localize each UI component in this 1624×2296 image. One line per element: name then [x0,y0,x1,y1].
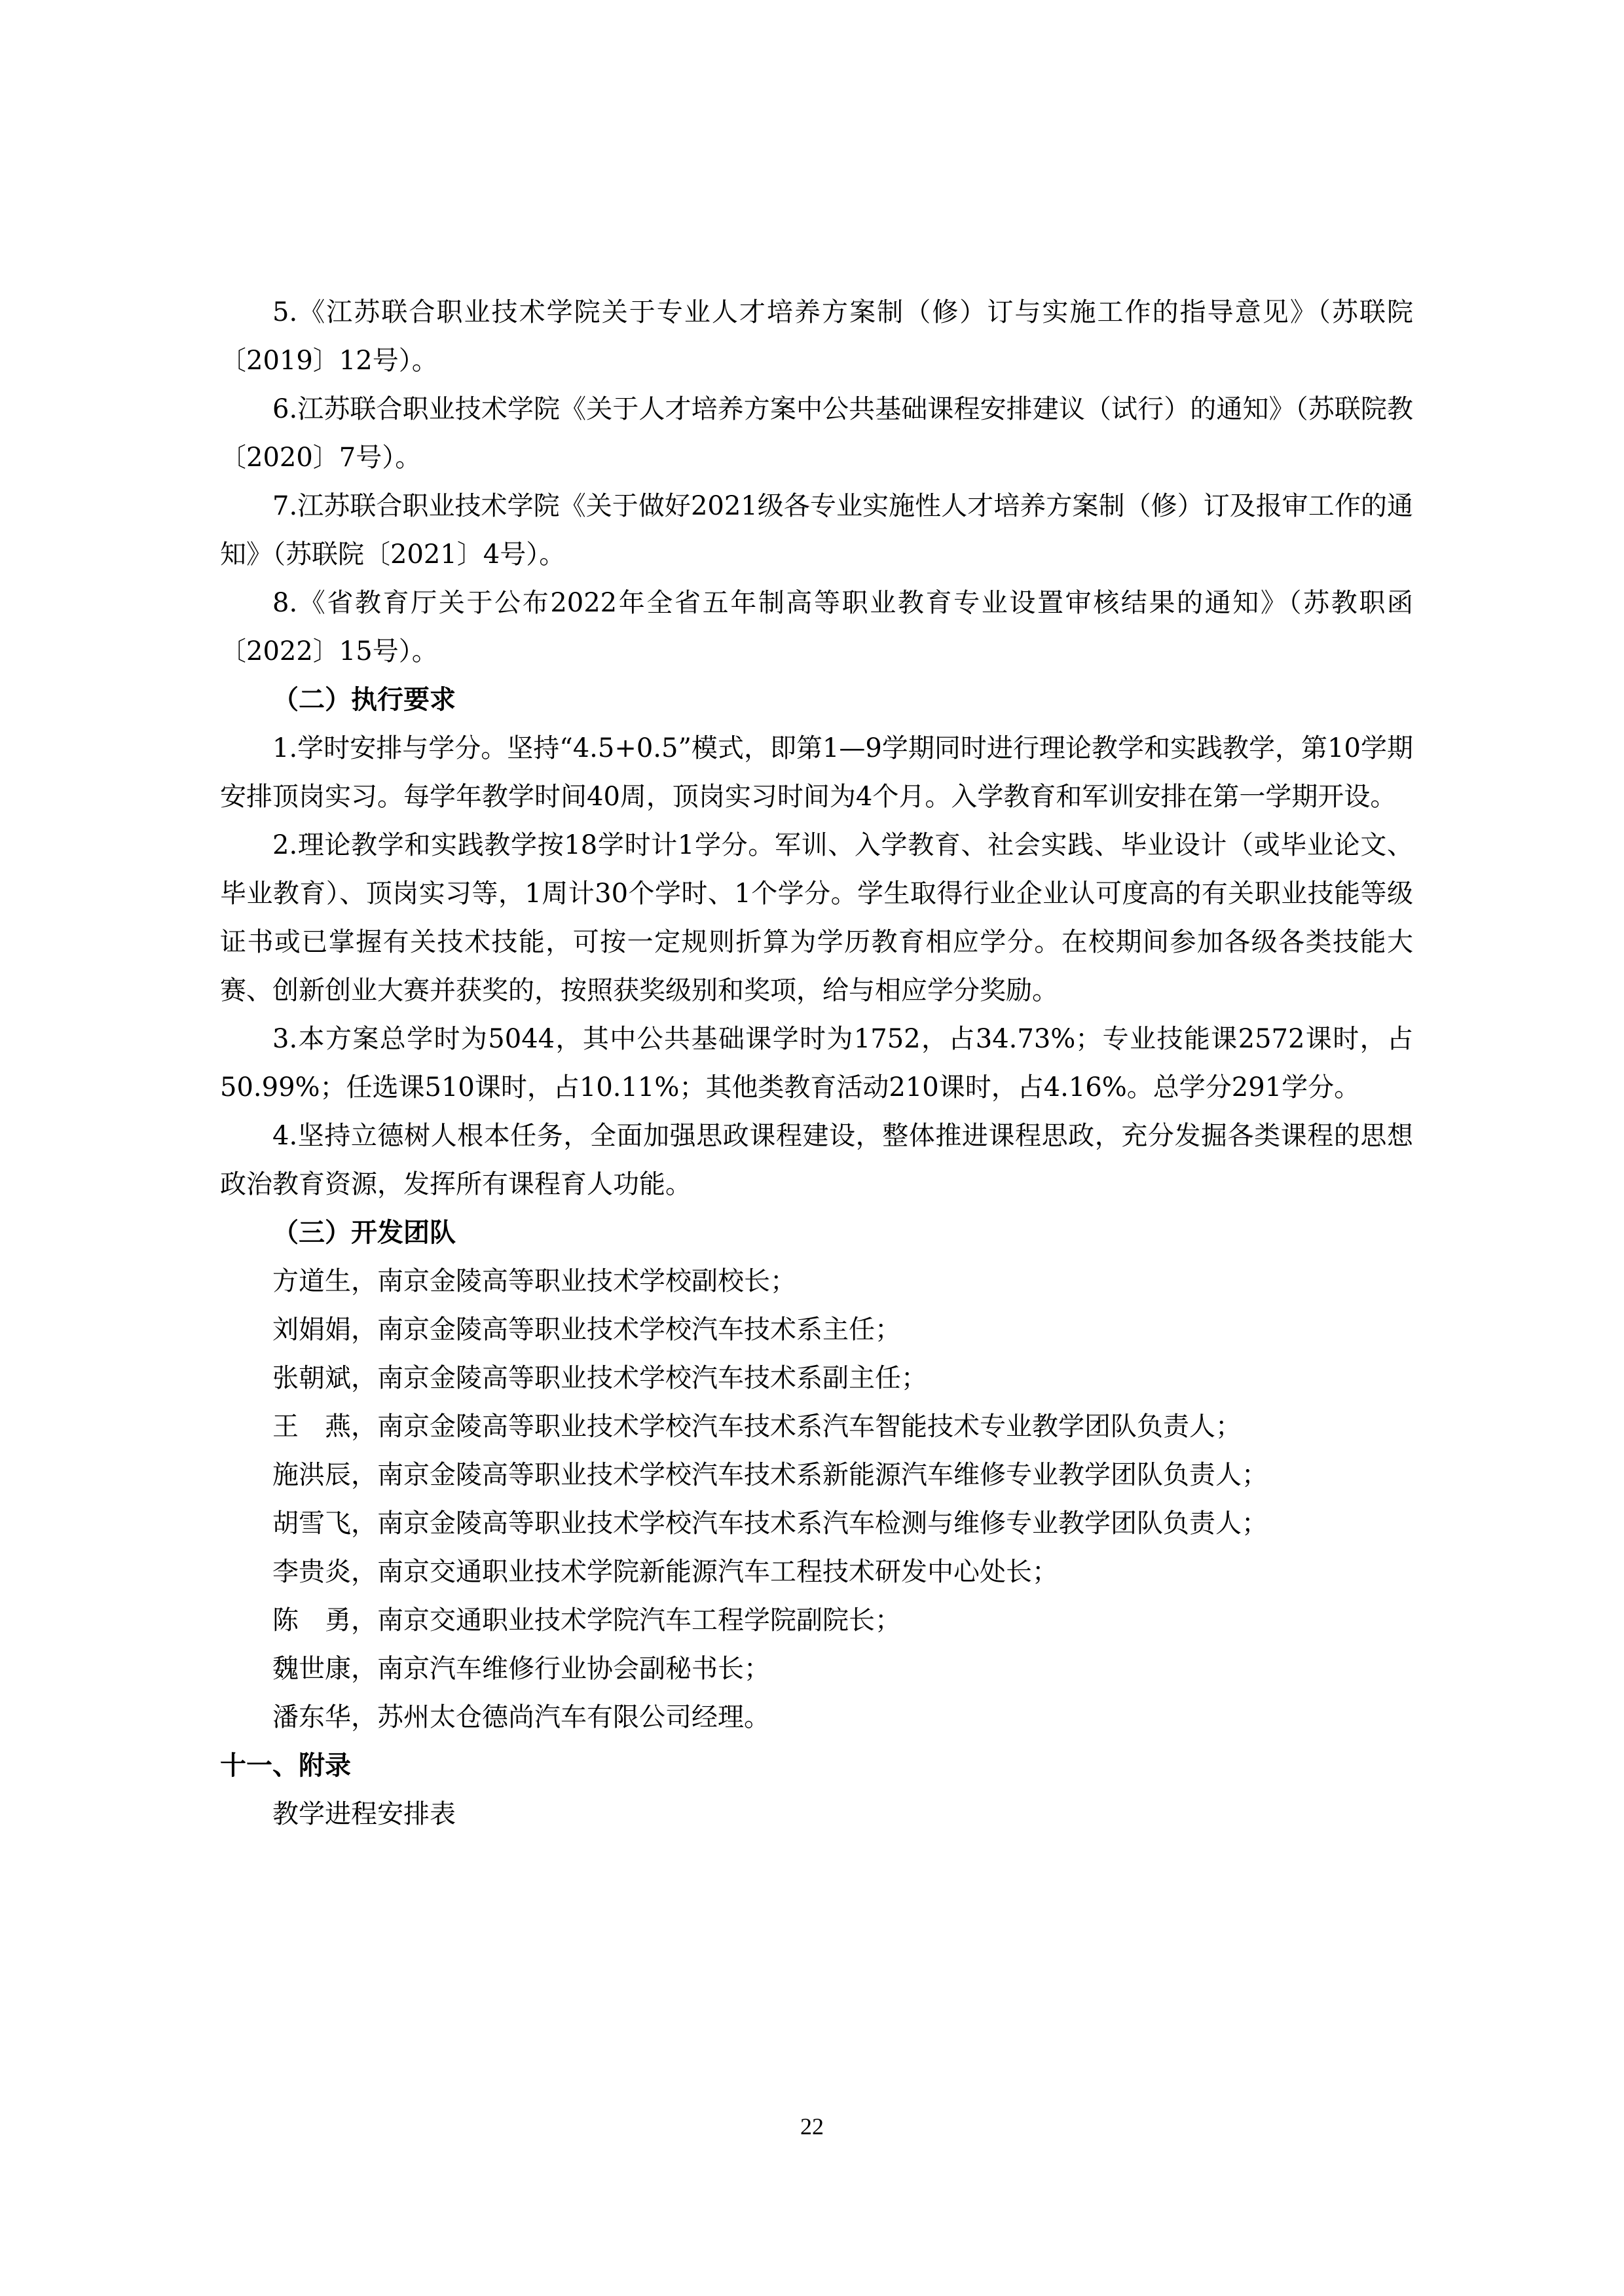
reference-item-6: 6.江苏联合职业技术学院《关于人才培养方案中公共基础课程安排建议（试行）的通知》（苏联院教〔2020〕7号）。 [220,394,1413,473]
section-heading-appendix: 十一、附录 [220,1751,351,1781]
team-member: 胡雪飞，南京金陵高等职业技术学校汽车技术系汽车检测与维修专业教学团队负责人； [272,1508,1268,1539]
requirement-item-4: 4.坚持立德树人根本任务，全面加强思政课程建设，整体推进课程思政，充分发掘各类课程的思想政治教育资源，发挥所有课程育人功能。 [220,1121,1413,1199]
team-member: 张朝斌，南京金陵高等职业技术学校汽车技术系副主任； [272,1363,927,1393]
requirement-item-1: 1.学时安排与学分。坚持“4.5+0.5”模式，即第1—9学期同时进行理论教学和实践教学，第10学期安排顶岗实习。每学年教学时间40周，顶岗实习时间为4个月。入学教育和军训安排在第一学期开设。 [220,733,1413,812]
section-heading-execution-requirements: （二）执行要求 [272,685,456,715]
reference-item-8: 8.《省教育厅关于公布2022年全省五年制高等职业教育专业设置审核结果的通知》（苏教职函〔2022〕15号）。 [220,588,1413,666]
team-member: 刘娟娟，南京金陵高等职业技术学校汽车技术系主任； [272,1315,901,1345]
team-member: 魏世康，南京汽车维修行业协会副秘书长； [272,1654,770,1684]
page-number: 22 [800,2113,824,2140]
team-member: 潘东华，苏州太仓德尚汽车有限公司经理。 [272,1702,770,1732]
section-heading-development-team: （三）开发团队 [272,1218,456,1248]
reference-item-5: 5.《江苏联合职业技术学院关于专业人才培养方案制（修）订与实施工作的指导意见》（苏联院〔2019〕12号）。 [220,297,1413,376]
team-member: 李贵炎，南京交通职业技术学院新能源汽车工程技术研发中心处长； [272,1557,1058,1587]
page-body [220,288,1413,1838]
requirement-item-2: 2.理论教学和实践教学按18学时计1学分。军训、入学教育、社会实践、毕业设计（或毕业论文、毕业教育）、顶岗实习等，1周计30个学时、1个学分。学生取得行业企业认可度高的有关职业技能等级证书或已掌握有关技术技能，可按一定规则折算为学历教育相应学分。在校期间参加各级各类技能大赛、创新创业大赛并获奖的，按照获奖级别和奖项，给与相应学分奖励。 [220,830,1413,1006]
team-member: 方道生，南京金陵高等职业技术学校副校长； [272,1266,796,1296]
appendix-item: 教学进程安排表 [272,1799,456,1829]
team-member: 陈 勇，南京交通职业技术学院汽车工程学院副院长； [272,1605,901,1635]
requirement-item-3: 3.本方案总学时为5044，其中公共基础课学时为1752，占34.73%；专业技能课2572课时，占50.99%；任选课510课时，占10.11%；其他类教育活动210课时，占4.16%。总学分291学分。 [220,1024,1413,1102]
team-member: 王 燕，南京金陵高等职业技术学校汽车技术系汽车智能技术专业教学团队负责人； [272,1412,1242,1442]
team-member: 施洪辰，南京金陵高等职业技术学校汽车技术系新能源汽车维修专业教学团队负责人； [272,1460,1268,1490]
reference-item-7: 7.江苏联合职业技术学院《关于做好2021级各专业实施性人才培养方案制（修）订及报审工作的通知》（苏联院〔2021〕4号）。 [220,491,1413,570]
